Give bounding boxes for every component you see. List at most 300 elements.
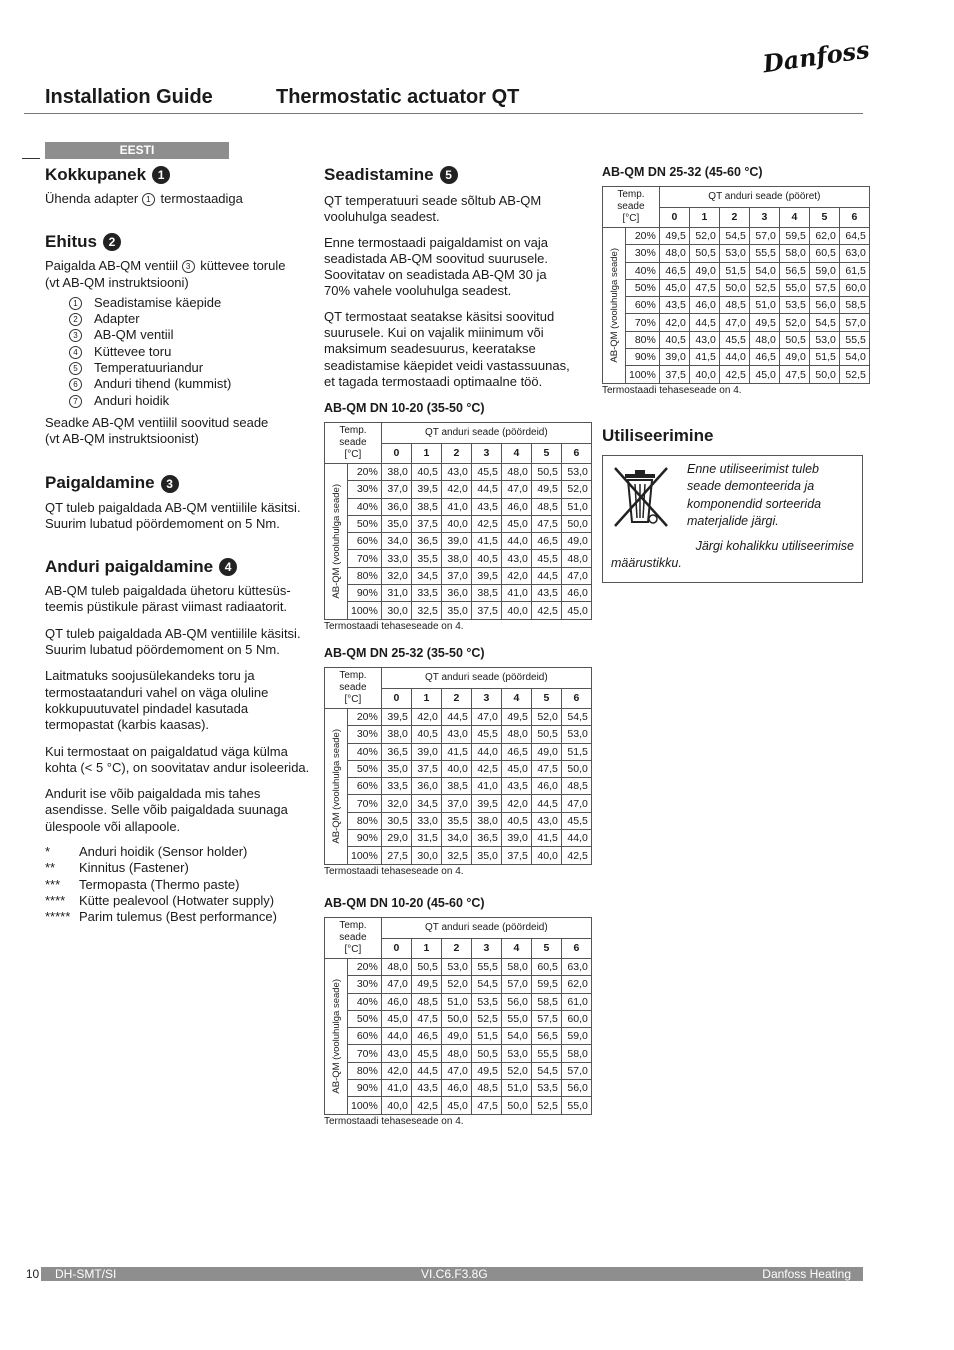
table-row <box>325 976 592 993</box>
turn-header: 5 <box>531 688 561 709</box>
temp-cell: 52,5 <box>839 366 869 383</box>
temp-cell: 55,5 <box>839 331 869 348</box>
anduri-p3: Laitmatuks soojusülekandeks toru ja termostaatanduri vahel on väga oluline kokkupuutuvatel pindadel kasutada termopastat (karbis kaasas). <box>45 668 269 733</box>
temp-cell: 33,5 <box>411 585 441 602</box>
temp-cell: 48,0 <box>441 1045 471 1062</box>
turn-header: 3 <box>471 938 501 959</box>
temp-cell: 49,5 <box>749 314 779 331</box>
turn-header: 0 <box>381 938 411 959</box>
table-block-3 <box>324 896 592 1127</box>
temp-cell: 36,0 <box>411 778 441 795</box>
temp-cell: 51,5 <box>471 1028 501 1045</box>
parts-list-item <box>45 295 315 311</box>
temp-cell: 45,0 <box>749 366 779 383</box>
flow-cell: 100% <box>348 847 382 864</box>
temp-cell: 37,5 <box>411 760 441 777</box>
header-guide: Installation Guide <box>45 86 213 108</box>
item-label: Temperatuuriandur <box>94 360 204 376</box>
settings-table <box>324 667 592 865</box>
temp-cell: 46,0 <box>501 498 531 515</box>
temp-cell: 44,5 <box>689 314 719 331</box>
table-note: Termostaadi tehaseseade on 4. <box>324 620 464 632</box>
temp-cell: 42,0 <box>501 567 531 584</box>
temp-cell: 40,0 <box>381 1097 411 1114</box>
ehitus-intro: Paigalda AB-QM ventiil 3 küttevee torule <box>45 258 286 274</box>
parts-list-item <box>45 311 315 327</box>
temp-cell: 43,0 <box>441 464 471 481</box>
flow-cell: 100% <box>626 366 660 383</box>
flow-cell: 70% <box>348 1045 382 1062</box>
turn-header: 6 <box>839 207 869 228</box>
table-row <box>325 1045 592 1062</box>
heading-kokkupanek: Kokkupanek 1 <box>45 166 315 184</box>
temp-cell: 38,0 <box>441 550 471 567</box>
temp-cell: 49,0 <box>689 262 719 279</box>
page-number: 10 <box>25 1267 40 1281</box>
temp-cell: 59,5 <box>531 976 561 993</box>
temp-cell: 57,5 <box>531 1010 561 1027</box>
temp-cell: 39,0 <box>501 830 531 847</box>
temp-cell: 50,5 <box>531 726 561 743</box>
temp-cell: 51,5 <box>561 743 591 760</box>
disposal-l6: määrustikku. <box>611 556 682 570</box>
temp-cell: 52,0 <box>561 481 591 498</box>
temp-cell: 51,0 <box>441 993 471 1010</box>
footnotes <box>45 844 315 925</box>
footer-company: Danfoss Heating <box>762 1267 851 1281</box>
settings-table <box>324 917 592 1115</box>
anduri-p5: Andurit ise võib paigaldada mis tahes asendisse. Selle võib paigaldada suunaga ülespoole või allapoole. <box>45 786 288 834</box>
table-row <box>325 602 592 619</box>
turn-header: 5 <box>531 938 561 959</box>
table-row <box>603 262 870 279</box>
turn-header: 2 <box>441 688 471 709</box>
parts-list <box>45 295 315 409</box>
temp-cell: 52,5 <box>749 279 779 296</box>
table-row <box>325 481 592 498</box>
temp-cell: 43,5 <box>471 498 501 515</box>
seadistamine-p2: Enne termostaadi paigaldamist on vaja seadistada AB-QM soovitud suurusele. Soovitatav on seadistada AB-QM 30 ja 70% vahele vooluhulga seadest. <box>324 234 549 299</box>
temp-cell: 53,5 <box>471 993 501 1010</box>
item-label: Seadistamise käepide <box>94 294 222 310</box>
temp-cell: 63,0 <box>839 245 869 262</box>
temp-cell: 48,0 <box>381 959 411 976</box>
parts-list-item <box>45 360 315 376</box>
table-row <box>325 515 592 532</box>
flow-cell: 50% <box>348 515 382 532</box>
temp-cell: 51,0 <box>501 1080 531 1097</box>
flow-cell: 30% <box>348 481 382 498</box>
temp-cell: 38,0 <box>471 812 501 829</box>
temp-cell: 50,0 <box>441 1010 471 1027</box>
temp-cell: 49,0 <box>531 743 561 760</box>
temp-cell: 45,0 <box>501 760 531 777</box>
temp-cell: 41,0 <box>471 778 501 795</box>
temp-cell: 45,0 <box>561 602 591 619</box>
footnote-text: Kütte pealevool (Hotwater supply) <box>79 892 275 908</box>
turn-header: 4 <box>501 938 531 959</box>
flow-cell: 80% <box>348 1062 382 1079</box>
temp-cell: 62,0 <box>809 228 839 245</box>
temp-cell: 48,5 <box>561 778 591 795</box>
parts-list-item <box>45 327 315 343</box>
qt-header: QT anduri seade (pöördeid) <box>381 918 591 939</box>
flow-axis-label: AB-QM (vooluhulga seade) <box>603 228 626 384</box>
ehitus-outro1: Seadke AB-QM ventiilil soovitud seade <box>45 414 269 430</box>
turn-header: 1 <box>411 443 441 464</box>
table-row <box>603 228 870 245</box>
temp-cell: 32,0 <box>381 795 411 812</box>
language-tab: EESTI <box>45 142 229 159</box>
temp-cell: 46,5 <box>659 262 689 279</box>
table-row <box>325 1028 592 1045</box>
seadistamine-p1: QT temperatuuri seade sõltub AB-QM vooluhulga seadest. <box>324 193 542 225</box>
temp-cell: 45,0 <box>381 1010 411 1027</box>
flow-cell: 50% <box>348 760 382 777</box>
footnote <box>45 893 315 909</box>
temp-cell: 33,0 <box>411 812 441 829</box>
qt-header: QT anduri seade (pöördeid) <box>381 668 591 689</box>
flow-axis-label: AB-QM (vooluhulga seade) <box>325 709 348 865</box>
temp-cell: 50,0 <box>561 760 591 777</box>
temp-cell: 45,5 <box>531 550 561 567</box>
disposal-box <box>602 455 863 583</box>
flow-cell: 80% <box>348 812 382 829</box>
flow-cell: 40% <box>626 262 660 279</box>
temp-cell: 54,5 <box>719 228 749 245</box>
flow-cell: 20% <box>348 464 382 481</box>
table-row <box>325 812 592 829</box>
temp-cell: 42,0 <box>659 314 689 331</box>
temp-cell: 58,5 <box>839 297 869 314</box>
flow-cell: 30% <box>348 726 382 743</box>
temp-cell: 42,0 <box>501 795 531 812</box>
turn-header: 0 <box>659 207 689 228</box>
temp-cell: 48,0 <box>561 550 591 567</box>
temp-cell: 36,0 <box>441 585 471 602</box>
disposal-l1: Enne utiliseerimist tuleb <box>687 462 820 476</box>
table-title: AB-QM DN 25-32 (35-50 °C) <box>324 646 485 660</box>
temp-cell: 46,0 <box>441 1080 471 1097</box>
temp-cell: 41,5 <box>471 533 501 550</box>
temp-cell: 40,0 <box>501 602 531 619</box>
temp-cell: 53,5 <box>531 1080 561 1097</box>
turn-header: 6 <box>561 443 591 464</box>
temp-cell: 55,0 <box>779 279 809 296</box>
temp-cell: 30,0 <box>381 602 411 619</box>
table-row <box>603 297 870 314</box>
flow-cell: 70% <box>626 314 660 331</box>
temp-cell: 44,0 <box>719 349 749 366</box>
temp-cell: 45,5 <box>471 726 501 743</box>
temp-cell: 58,0 <box>779 245 809 262</box>
temp-cell: 47,5 <box>531 760 561 777</box>
temp-cell: 40,5 <box>501 812 531 829</box>
utiliseerimine-section <box>602 428 864 444</box>
temp-cell: 32,5 <box>441 847 471 864</box>
footnote-mark: *** <box>45 876 61 892</box>
temp-cell: 60,5 <box>809 245 839 262</box>
flow-cell: 20% <box>348 709 382 726</box>
temp-cell: 46,0 <box>531 778 561 795</box>
flow-axis-label: AB-QM (vooluhulga seade) <box>325 959 348 1115</box>
temp-cell: 54,5 <box>809 314 839 331</box>
temp-cell: 41,5 <box>689 349 719 366</box>
temp-cell: 54,0 <box>839 349 869 366</box>
temp-cell: 37,0 <box>381 481 411 498</box>
disposal-l3: komponendid sorteerida <box>687 496 822 511</box>
turn-header: 3 <box>471 688 501 709</box>
temp-cell: 40,0 <box>441 515 471 532</box>
turn-header: 4 <box>501 443 531 464</box>
temp-cell: 44,5 <box>531 567 561 584</box>
table-row <box>325 993 592 1010</box>
footnote <box>45 909 315 925</box>
table-note: Termostaadi tehaseseade on 4. <box>602 384 742 396</box>
temp-cell: 49,5 <box>411 976 441 993</box>
turn-header: 5 <box>531 443 561 464</box>
temp-header: Temp. seade [°C] <box>603 187 660 228</box>
item-number: 4 <box>69 346 82 359</box>
temp-cell: 63,0 <box>561 959 591 976</box>
temp-cell: 41,5 <box>531 830 561 847</box>
item-number: 3 <box>69 329 82 342</box>
temp-cell: 46,5 <box>531 533 561 550</box>
temp-cell: 49,5 <box>501 709 531 726</box>
temp-cell: 60,0 <box>561 1010 591 1027</box>
heading-utiliseerimine: Utiliseerimine <box>602 426 714 445</box>
temp-cell: 58,0 <box>501 959 531 976</box>
temp-cell: 39,0 <box>659 349 689 366</box>
temp-cell: 55,5 <box>531 1045 561 1062</box>
temp-cell: 60,0 <box>839 279 869 296</box>
temp-cell: 56,0 <box>501 993 531 1010</box>
flow-cell: 90% <box>348 830 382 847</box>
temp-cell: 49,0 <box>779 349 809 366</box>
temp-cell: 55,0 <box>501 1010 531 1027</box>
temp-cell: 42,0 <box>381 1062 411 1079</box>
temp-cell: 51,0 <box>561 498 591 515</box>
temp-cell: 34,0 <box>441 830 471 847</box>
turn-header: 4 <box>501 688 531 709</box>
temp-cell: 38,0 <box>381 726 411 743</box>
temp-cell: 47,5 <box>411 1010 441 1027</box>
turn-header: 1 <box>689 207 719 228</box>
temp-cell: 39,0 <box>441 533 471 550</box>
temp-cell: 57,0 <box>749 228 779 245</box>
temp-cell: 43,0 <box>501 550 531 567</box>
temp-cell: 31,0 <box>381 585 411 602</box>
table-block-2 <box>324 646 592 877</box>
temp-cell: 50,0 <box>809 366 839 383</box>
temp-cell: 46,0 <box>561 585 591 602</box>
table-row <box>603 331 870 348</box>
temp-cell: 64,5 <box>839 228 869 245</box>
temp-cell: 57,0 <box>839 314 869 331</box>
footnote-text: Kinnitus (Fastener) <box>79 860 189 876</box>
temp-cell: 52,0 <box>441 976 471 993</box>
temp-cell: 56,5 <box>779 262 809 279</box>
temp-cell: 49,5 <box>659 228 689 245</box>
temp-cell: 55,0 <box>561 1097 591 1114</box>
heading-seadistamine: Seadistamine 5 <box>324 166 589 184</box>
temp-cell: 45,5 <box>719 331 749 348</box>
anduri-p2: QT tuleb paigaldada AB-QM ventiilile käsitsi. Suurim lubatud pöördemoment on 5 Nm. <box>45 625 301 658</box>
temp-cell: 43,0 <box>689 331 719 348</box>
ehitus-outro2: (vt AB-QM instruktsioonist) <box>45 431 199 447</box>
temp-cell: 62,0 <box>561 976 591 993</box>
temp-cell: 30,5 <box>381 812 411 829</box>
footnote-mark: **** <box>45 892 66 908</box>
temp-cell: 42,5 <box>719 366 749 383</box>
temp-cell: 47,5 <box>471 1097 501 1114</box>
footer-bar <box>24 1267 863 1281</box>
temp-cell: 47,0 <box>471 709 501 726</box>
table-row <box>325 743 592 760</box>
temp-cell: 48,0 <box>501 726 531 743</box>
temp-cell: 53,0 <box>561 726 591 743</box>
temp-cell: 39,5 <box>381 709 411 726</box>
temp-cell: 37,5 <box>411 515 441 532</box>
temp-cell: 49,0 <box>561 533 591 550</box>
temp-header: Temp. seade [°C] <box>325 668 382 709</box>
turn-header: 2 <box>441 938 471 959</box>
flow-cell: 50% <box>348 1010 382 1027</box>
table-block-4 <box>602 165 870 396</box>
item-label: Küttevee toru <box>94 343 172 359</box>
temp-cell: 44,5 <box>411 1062 441 1079</box>
disposal-l4: materjalide järgi. <box>687 513 779 528</box>
temp-cell: 30,0 <box>411 847 441 864</box>
temp-cell: 39,0 <box>411 743 441 760</box>
table-note: Termostaadi tehaseseade on 4. <box>324 1115 464 1127</box>
turn-header: 5 <box>809 207 839 228</box>
temp-cell: 61,0 <box>561 993 591 1010</box>
temp-cell: 40,0 <box>441 760 471 777</box>
temp-cell: 42,5 <box>561 847 591 864</box>
temp-cell: 44,0 <box>471 743 501 760</box>
temp-cell: 58,5 <box>531 993 561 1010</box>
danfoss-logo <box>760 34 872 79</box>
temp-cell: 41,0 <box>501 585 531 602</box>
flow-cell: 40% <box>348 743 382 760</box>
temp-cell: 36,5 <box>381 743 411 760</box>
table-row <box>603 279 870 296</box>
temp-cell: 47,0 <box>561 795 591 812</box>
temp-cell: 47,5 <box>689 279 719 296</box>
turn-header: 6 <box>561 688 591 709</box>
temp-cell: 35,0 <box>471 847 501 864</box>
temp-cell: 43,0 <box>381 1045 411 1062</box>
temp-cell: 50,0 <box>501 1097 531 1114</box>
item-number: 7 <box>69 395 82 408</box>
temp-cell: 38,5 <box>441 778 471 795</box>
temp-cell: 35,5 <box>441 812 471 829</box>
section-marker <box>22 158 40 159</box>
table-row <box>325 778 592 795</box>
temp-cell: 43,5 <box>411 1080 441 1097</box>
disposal-l5: Järgi kohalikku utiliseerimise <box>695 539 854 553</box>
item-number: 1 <box>69 297 82 310</box>
temp-cell: 48,5 <box>531 498 561 515</box>
temp-cell: 52,0 <box>689 228 719 245</box>
temp-cell: 44,5 <box>471 481 501 498</box>
temp-cell: 33,5 <box>381 778 411 795</box>
temp-cell: 60,5 <box>531 959 561 976</box>
temp-cell: 50,5 <box>411 959 441 976</box>
flow-cell: 100% <box>348 1097 382 1114</box>
heading-ehitus: Ehitus 2 <box>45 233 315 251</box>
kokkupanek-text: Ühenda adapter 1 termostaadiga <box>45 191 243 206</box>
temp-cell: 50,5 <box>779 331 809 348</box>
temp-cell: 42,0 <box>411 709 441 726</box>
flow-cell: 80% <box>626 331 660 348</box>
temp-cell: 29,0 <box>381 830 411 847</box>
table-row <box>325 709 592 726</box>
flow-cell: 40% <box>348 498 382 515</box>
table-row <box>325 533 592 550</box>
turn-header: 0 <box>381 443 411 464</box>
temp-cell: 50,0 <box>719 279 749 296</box>
temp-cell: 35,5 <box>411 550 441 567</box>
flow-cell: 50% <box>626 279 660 296</box>
table-block-1 <box>324 401 592 632</box>
table-row <box>325 1010 592 1027</box>
temp-cell: 42,5 <box>471 760 501 777</box>
table-row <box>603 349 870 366</box>
flow-cell: 100% <box>348 602 382 619</box>
temp-header: Temp. seade [°C] <box>325 918 382 959</box>
footnote <box>45 844 315 860</box>
temp-cell: 31,5 <box>411 830 441 847</box>
temp-cell: 39,5 <box>411 481 441 498</box>
flow-cell: 40% <box>348 993 382 1010</box>
temp-cell: 47,5 <box>779 366 809 383</box>
flow-cell: 20% <box>348 959 382 976</box>
anduri-p4: Kui termostaat on paigaldatud väga külma kohta (< 5 °C), on soovitatav andur isoleerida. <box>45 743 310 775</box>
temp-cell: 37,5 <box>471 602 501 619</box>
temp-cell: 59,0 <box>809 262 839 279</box>
table-row <box>325 498 592 515</box>
temp-cell: 53,0 <box>501 1045 531 1062</box>
temp-cell: 36,5 <box>411 533 441 550</box>
temp-cell: 49,5 <box>531 481 561 498</box>
turn-header: 1 <box>411 688 441 709</box>
temp-cell: 56,0 <box>809 297 839 314</box>
temp-cell: 52,5 <box>471 1010 501 1027</box>
temp-cell: 54,5 <box>561 709 591 726</box>
turn-header: 2 <box>441 443 471 464</box>
temp-cell: 59,5 <box>779 228 809 245</box>
temp-cell: 46,5 <box>749 349 779 366</box>
paigaldamine-line2: Suurim lubatud pöördemoment on 5 Nm. <box>45 515 280 531</box>
temp-cell: 47,0 <box>501 481 531 498</box>
temp-cell: 41,5 <box>441 743 471 760</box>
settings-table <box>602 186 870 384</box>
temp-cell: 39,5 <box>471 567 501 584</box>
table-title: AB-QM DN 10-20 (45-60 °C) <box>324 896 485 910</box>
item-number: 5 <box>69 362 82 375</box>
temp-cell: 38,5 <box>411 498 441 515</box>
turn-header: 3 <box>749 207 779 228</box>
temp-cell: 42,5 <box>411 1097 441 1114</box>
table-row <box>325 726 592 743</box>
temp-cell: 44,0 <box>381 1028 411 1045</box>
temp-cell: 52,0 <box>779 314 809 331</box>
temp-cell: 40,0 <box>531 847 561 864</box>
temp-cell: 50,5 <box>471 1045 501 1062</box>
item-label: Anduri hoidik <box>94 392 170 408</box>
